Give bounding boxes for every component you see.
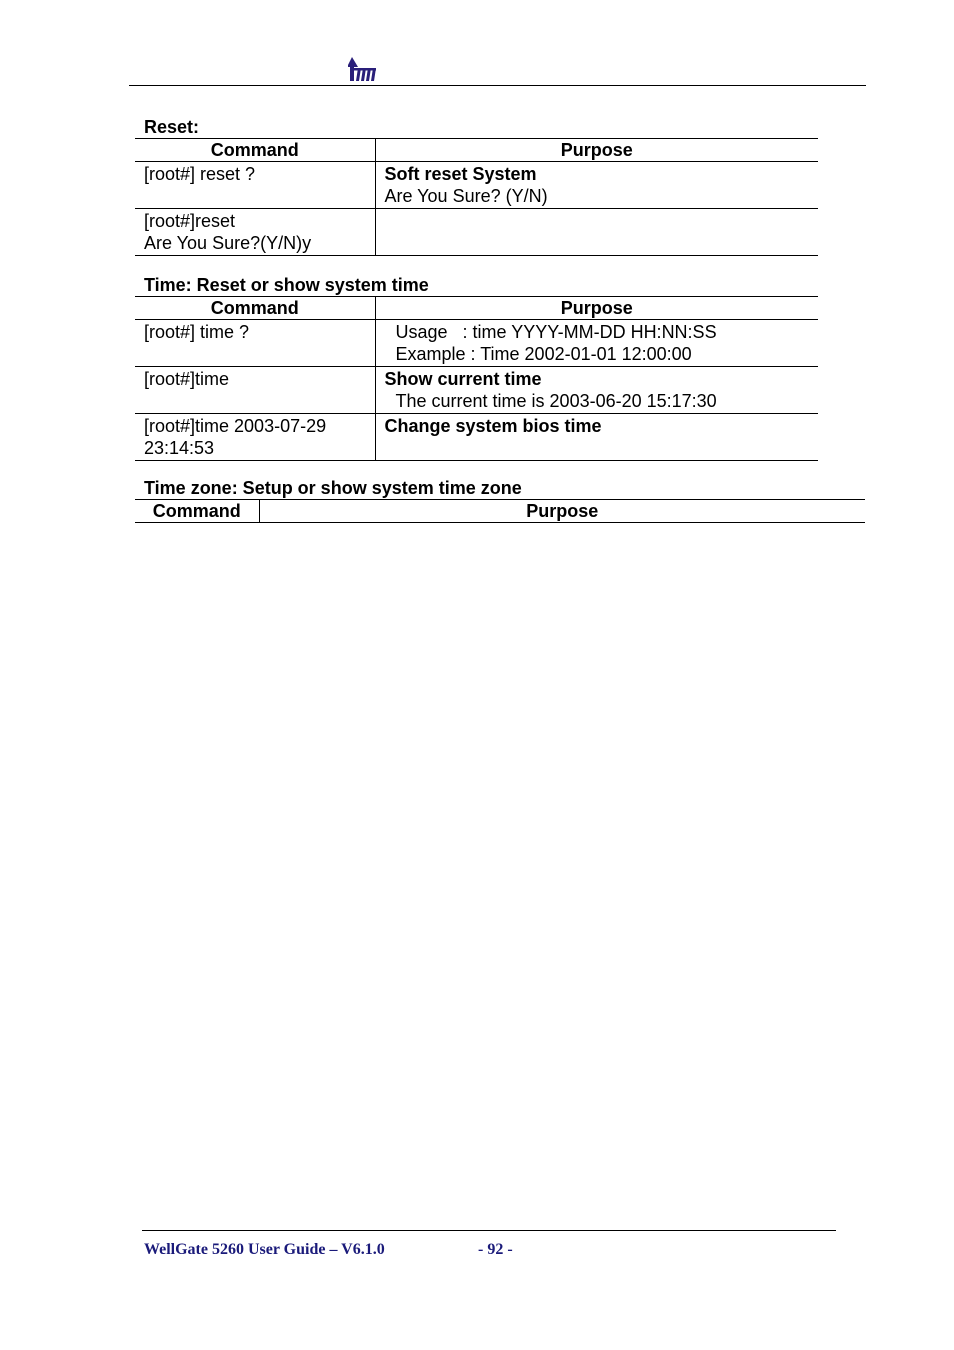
command-text: Are You Sure?(Y/N)y xyxy=(144,233,312,253)
command-cell xyxy=(135,209,375,256)
table-row xyxy=(135,209,818,256)
purpose-cell xyxy=(375,414,818,461)
command-text: [root#] time ? xyxy=(144,322,250,342)
command-text: [root#]time 2003-07-29 xyxy=(144,416,327,436)
purpose-text: Change system bios time xyxy=(384,416,602,436)
table-row xyxy=(135,367,818,414)
purpose-text: Usage : time YYYY-MM-DD HH:NN:SS xyxy=(395,322,717,342)
column-header-command: Command xyxy=(135,139,375,162)
footer-rule xyxy=(142,1230,836,1231)
arrow-logo-icon xyxy=(348,54,380,84)
reset-table xyxy=(135,138,818,256)
column-header-purpose: Purpose xyxy=(259,500,865,523)
time-zone-table xyxy=(135,499,865,523)
footer-guide-title: WellGate 5260 User Guide – V6.1.0 xyxy=(144,1241,385,1258)
table-row xyxy=(135,414,818,461)
purpose-text: Example : Time 2002-01-01 12:00:00 xyxy=(395,344,692,364)
command-cell xyxy=(135,320,375,367)
table-header-row xyxy=(135,500,865,523)
command-cell xyxy=(135,414,375,461)
command-text: [root#]reset xyxy=(144,211,236,231)
purpose-text: Show current time xyxy=(384,369,542,389)
purpose-text: Are You Sure? (Y/N) xyxy=(384,186,548,206)
command-cell xyxy=(135,162,375,209)
table-row xyxy=(135,320,818,367)
column-header-purpose: Purpose xyxy=(375,139,818,162)
section-title-time-zone: Time zone: Setup or show system time zone xyxy=(144,478,522,498)
purpose-text: The current time is 2003-06-20 15:17:30 xyxy=(395,391,717,411)
purpose-cell xyxy=(375,320,818,367)
section-title-time: Time: Reset or show system time xyxy=(144,275,429,295)
time-table xyxy=(135,296,818,461)
table-header-row xyxy=(135,139,818,162)
table-header-row xyxy=(135,297,818,320)
command-text: [root#] reset ? xyxy=(144,164,256,184)
purpose-cell xyxy=(375,209,818,256)
table-row xyxy=(135,162,818,209)
section-title-reset: Reset: xyxy=(144,117,200,137)
purpose-cell xyxy=(375,162,818,209)
header-rule xyxy=(129,85,866,86)
command-text: 23:14:53 xyxy=(144,438,215,458)
column-header-command: Command xyxy=(135,500,259,523)
column-header-purpose: Purpose xyxy=(375,297,818,320)
footer-page-number: - 92 - xyxy=(478,1241,513,1258)
purpose-cell xyxy=(375,367,818,414)
column-header-command: Command xyxy=(135,297,375,320)
command-text: [root#]time xyxy=(144,369,230,389)
purpose-text: Soft reset System xyxy=(384,164,537,184)
command-cell xyxy=(135,367,375,414)
